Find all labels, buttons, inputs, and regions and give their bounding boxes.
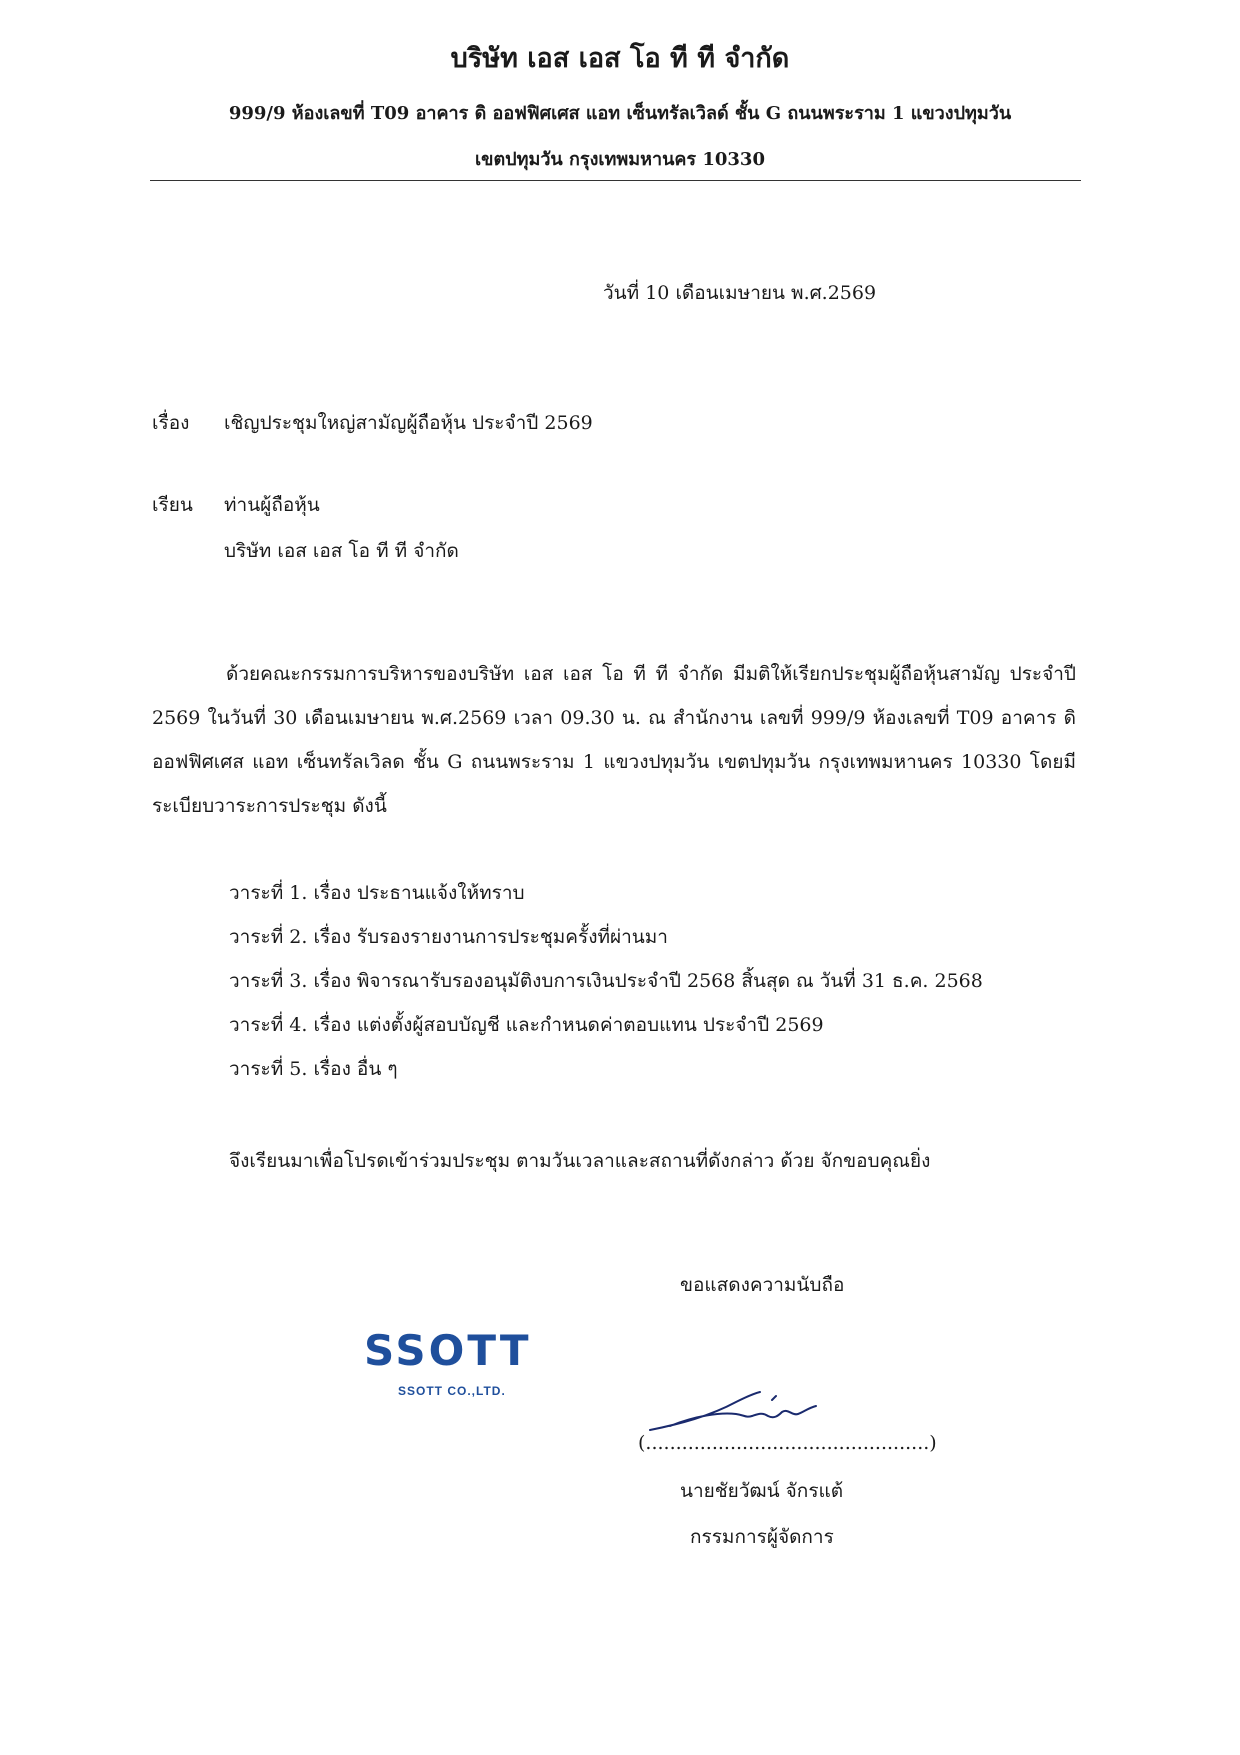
company-logo: SSOTT	[364, 1326, 532, 1375]
company-logo-subtitle: SSOTT CO.,LTD.	[398, 1384, 506, 1398]
letter-date: วันที่ 10 เดือนเมษายน พ.ศ.2569	[603, 282, 877, 304]
subject-text: เชิญประชุมใหญ่สามัญผู้ถือหุ้น ประจำปี 2569	[224, 412, 593, 434]
agenda-item: วาระที่ 2. เรื่อง รับรองรายงานการประชุมครั้งที่ผ่านมา	[229, 926, 668, 948]
subject-label: เรื่อง	[152, 412, 190, 434]
recipient-line2: บริษัท เอส เอส โอ ที ที จำกัด	[224, 540, 459, 562]
company-address-line2: เขตปทุมวัน กรุงเทพมหานคร 10330	[475, 149, 765, 170]
signature-scribble	[640, 1386, 840, 1436]
header-divider	[150, 180, 1081, 181]
agenda-item: วาระที่ 4. เรื่อง แต่งตั้งผู้สอบบัญชี และกำหนดค่าตอบแทน ประจำปี 2569	[229, 1014, 824, 1036]
signature-line: (...............................................)	[638, 1432, 937, 1454]
body-paragraph: ด้วยคณะกรรมการบริหารของบริษัท เอส เอส โอ ที ที จำกัด มีมติให้เรียกประชุมผู้ถือหุ้นสามัญ ประจำปี 2569 ในวันที่ 30 เดือนเมษายน พ.ศ.2569 เวลา 09.30 น. ณ สำนักงาน เลขที่ 999/9 ห้องเลขที่ T09 อาคาร ดิ ออฟฟิศเศส แอท เซ็นทรัลเวิลด ชั้น G ถนนพระราม 1 แขวงปทุมวัน เขตปทุมวัน กรุงเทพมหานคร 10330 โดยมีระเบียบวาระการประชุม ดังนี้	[152, 663, 1076, 817]
closing-sentence: จึงเรียนมาเพื่อโปรดเข้าร่วมประชุม ตามวันเวลาและสถานที่ดังกล่าว ด้วย จักขอบคุณยิ่ง	[229, 1150, 931, 1172]
company-name: บริษัท เอส เอส โอ ที ที จำกัด	[450, 43, 790, 74]
agenda-item: วาระที่ 5. เรื่อง อื่น ๆ	[229, 1058, 398, 1080]
company-address-line1: 999/9 ห้องเลขที่ T09 อาคาร ดิ ออฟฟิศเศส แอท เซ็นทรัลเวิลด์ ชั้น G ถนนพระราม 1 แขวงปทุมวัน	[228, 103, 1012, 124]
agenda-item: วาระที่ 3. เรื่อง พิจารณารับรองอนุมัติงบการเงินประจำปี 2568 สิ้นสุด ณ วันที่ 31 ธ.ค. 2568	[229, 970, 983, 992]
signer-name: นายชัยวัฒน์ จักรแต้	[680, 1480, 844, 1502]
regards: ขอแสดงความนับถือ	[680, 1274, 845, 1296]
recipient-line1: ท่านผู้ถือหุ้น	[224, 494, 320, 516]
agenda-item: วาระที่ 1. เรื่อง ประธานแจ้งให้ทราบ	[229, 882, 525, 904]
recipient-label: เรียน	[152, 494, 193, 516]
signer-title: กรรมการผู้จัดการ	[690, 1526, 834, 1548]
